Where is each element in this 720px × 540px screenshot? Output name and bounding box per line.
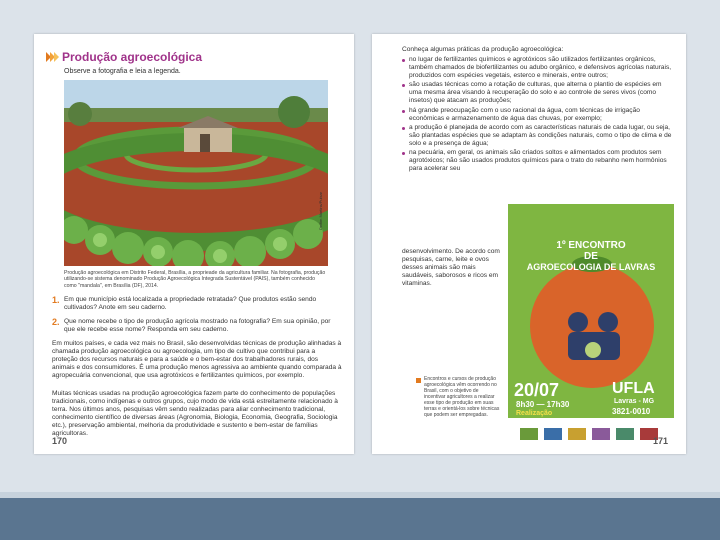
page-number-right: 171 [652,436,668,446]
question-2 [52,318,338,334]
poster-city: Lavras - MG [614,398,655,405]
livestock-text: desenvolvimento. De acordo com pesquisas, carne, leite e ovos desses animais são mais saudáveis, saborosos e ricos em vitaminas. [402,248,500,288]
left-page [34,34,354,454]
poster-heading-3: AGROECOLOGIA DE LAVRAS [526,262,656,272]
poster-date: 20/07 [514,380,560,400]
right-page [372,34,686,454]
question-1 [52,296,338,312]
practices-list [402,56,674,174]
section-subtitle: Observe a fotografia e leia a legenda. [64,68,181,75]
poster-phone: 3821-0010 [612,407,651,416]
poster-heading-2: DE [584,251,598,262]
caption-marker-icon [416,378,421,383]
photo-caption: Produção agroecológica em Distrito Federal, Brasília, a proprieade da agricultura familiar. Na fotografia, produção utilizando-se sistema denominado Produção Agroecológica Integrada Sustentável (PAIS), também conhecido como "mandala", em Brasília (DF), 2014. [64,270,326,289]
question-2-number: 2. [52,317,60,327]
poster-time: 8h30 — 17h30 [516,400,570,409]
list-item: a produção é planejada de acordo com as características naturais de cada lugar, ou seja, são plantadas espécies que se adaptam às condições naturais, como o tipo de clima e de solo e a presença de água; [402,124,674,148]
page-number-left: 170 [52,436,68,446]
mandala-garden-photo [64,80,328,266]
poster-venue: UFLA [612,380,655,397]
photo-credit: Delfim Martins/Pulsar [318,191,323,230]
event-poster [508,204,674,448]
paragraph-2: Muitas técnicas usadas na produção agroecológica fazem parte do conhecimento de populações tradicionais, como indígenas e outros grupos, cujo modo de vida está estreitamente relacionado à terra. Nos últimos anos, pesquisas vêm sendo realizadas para aliar conhecimento tradicional, conhecimento científico de diversas áreas (Agronomia, Biologia, Economia, Geografia, Sociologia etc.), preservação ambiental, melhoria da produtividade e sustento e bem-estar de famílias agricultoras. [52,390,338,438]
bottom-bar [0,498,720,540]
poster-sponsor-label: Realização [516,410,553,417]
question-1-number: 1. [52,295,60,305]
question-2-text: Que nome recebe o tipo de produção agrícola mostrado na fotografia? Em sua opinião, por que ele recebe esse nome? Responda em seu caderno. [64,318,331,333]
list-item: no lugar de fertilizantes químicos e agrotóxicos são utilizados fertilizantes orgânicos, também chamados de biofertilizantes ou adubo orgânico, e defensivos agrícolas naturais, produzidos com espécies vegetais, esterco e minerais, entre outros; [402,56,674,80]
poster-caption: Encontros e cursos de produção agroecológica vêm ocorrendo no Brasil, com o objetivo de incentivar agricultores a realizar esse tipo de produção em suas terras e orientá-los sobre técnicas que podem ser empregadas. [424,376,500,418]
list-item: na pecuária, em geral, os animais são criados soltos e alimentados com produtos sem agrotóxicos; não são usados produtos químicos para o trato do rebanho nem hormônios para acelerar seu [402,149,674,173]
list-item: são usadas técnicas como a rotação de culturas, que alterna o plantio de espécies em uma mesma área visando à recuperação do solo e ao controle de seres vivos (como insetos) que atacam as produções; [402,81,674,105]
paragraph-1: Em muitos países, e cada vez mais no Brasil, são desenvolvidas técnicas de produção alinhadas à chamada produção agroecológica ou agroecologia, um tipo de cultivo que contribui para a proteção dos recursos naturais e para a saúde e o bem-estar dos trabalhadores rurais, dos animais e dos consumidores. É uma produção menos agressiva ao ambiente quando comparada à agropecuária convencional, que usa agrotóxicos e fertilizantes químicos, por exemplo. [52,340,342,380]
question-1-text: Em que município está localizada a propriedade retratada? Que produtos estão sendo cultivados? Anote em seu caderno. [64,296,317,311]
chevron-right-icon [46,52,60,62]
section-title: Produção agroecológica [62,50,203,64]
practices-intro: Conheça algumas práticas da produção agroecológica: [402,46,564,53]
poster-heading-1: 1º ENCONTRO [556,240,626,251]
list-item: há grande preocupação com o uso racional da água, com técnicas de irrigação econômicas e armazenamento de água das chuvas, por exemplo; [402,107,674,123]
